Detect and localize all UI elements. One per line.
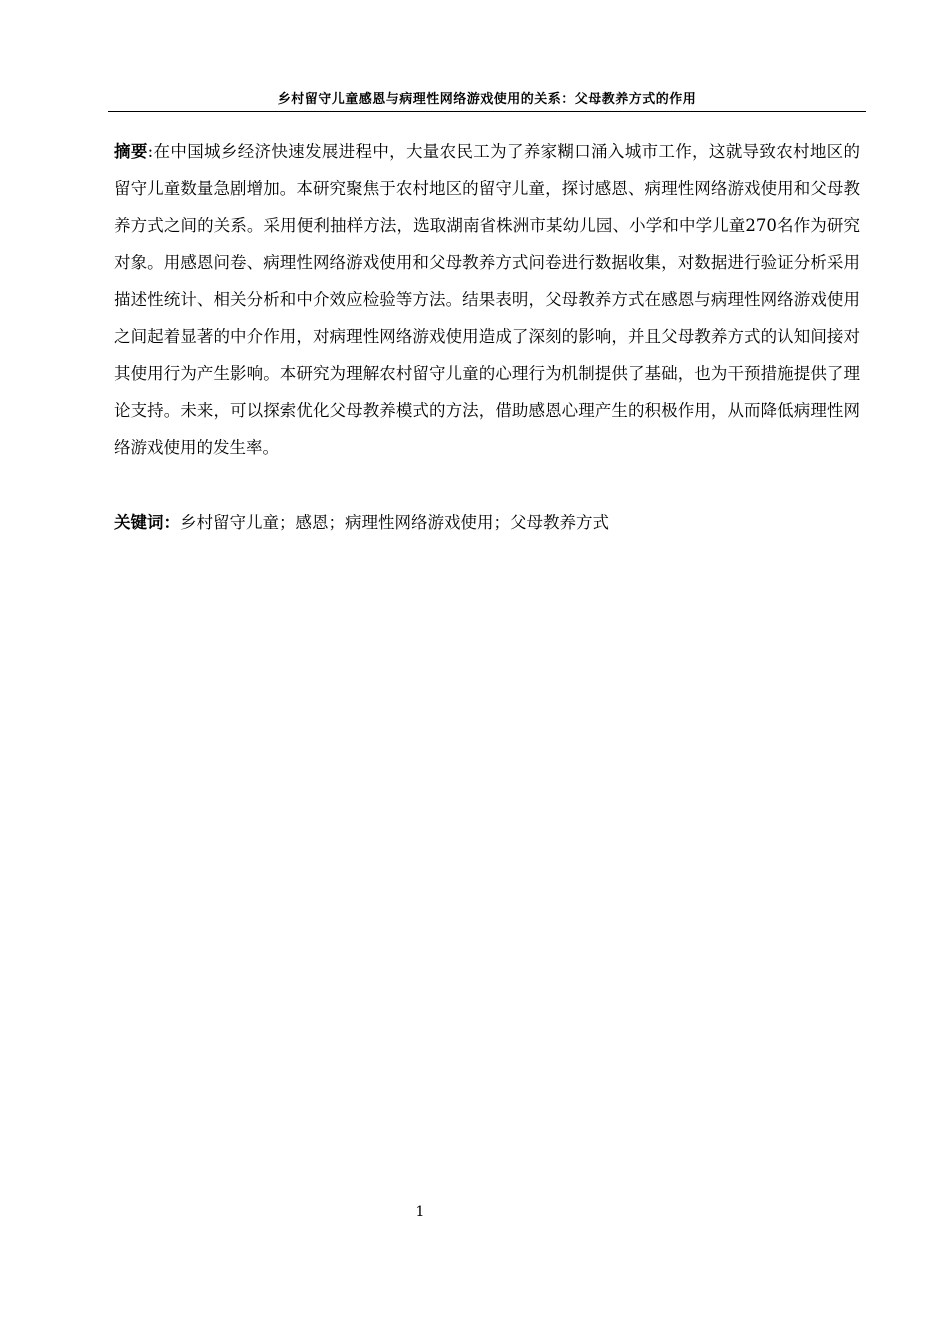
keywords-label: 关键词： <box>114 513 180 532</box>
running-header: 乡村留守儿童感恩与病理性网络游戏使用的关系：父母教养方式的作用 <box>277 92 697 107</box>
keywords-line <box>114 504 860 541</box>
keywords-text: 乡村留守儿童；感恩；病理性网络游戏使用；父母教养方式 <box>180 513 609 532</box>
page-number: 1 <box>415 1204 425 1220</box>
abstract-label: 摘要 <box>114 142 148 161</box>
abstract-paragraph <box>114 133 860 466</box>
abstract-separator: : <box>147 142 154 161</box>
abstract-text: 在中国城乡经济快速发展进程中，大量农民工为了养家糊口涌入城市工作，这就导致农村地区的留守儿童数量急剧增加。本研究聚焦于农村地区的留守儿童，探讨感恩、病理性网络游戏使用和父母教养方式之间的关系。采用便利抽样方法，选取湖南省株洲市某幼儿园、小学和中学儿童270名作为研究对象。用感恩问卷、病理性网络游戏使用和父母教养方式问卷进行数据收集，对数据进行验证分析采用描述性统计、相关分析和中介效应检验等方法。结果表明，父母教养方式在感恩与病理性网络游戏使用之间起着显著的中介作用，对病理性网络游戏使用造成了深刻的影响，并且父母教养方式的认知间接对其使用行为产生影响。本研究为理解农村留守儿童的心理行为机制提供了基础，也为干预措施提供了理论支持。未来，可以探索优化父母教养模式的方法，借助感恩心理产生的积极作用，从而降低病理性网络游戏使用的发生率。 <box>114 142 860 457</box>
header-divider <box>108 111 866 112</box>
